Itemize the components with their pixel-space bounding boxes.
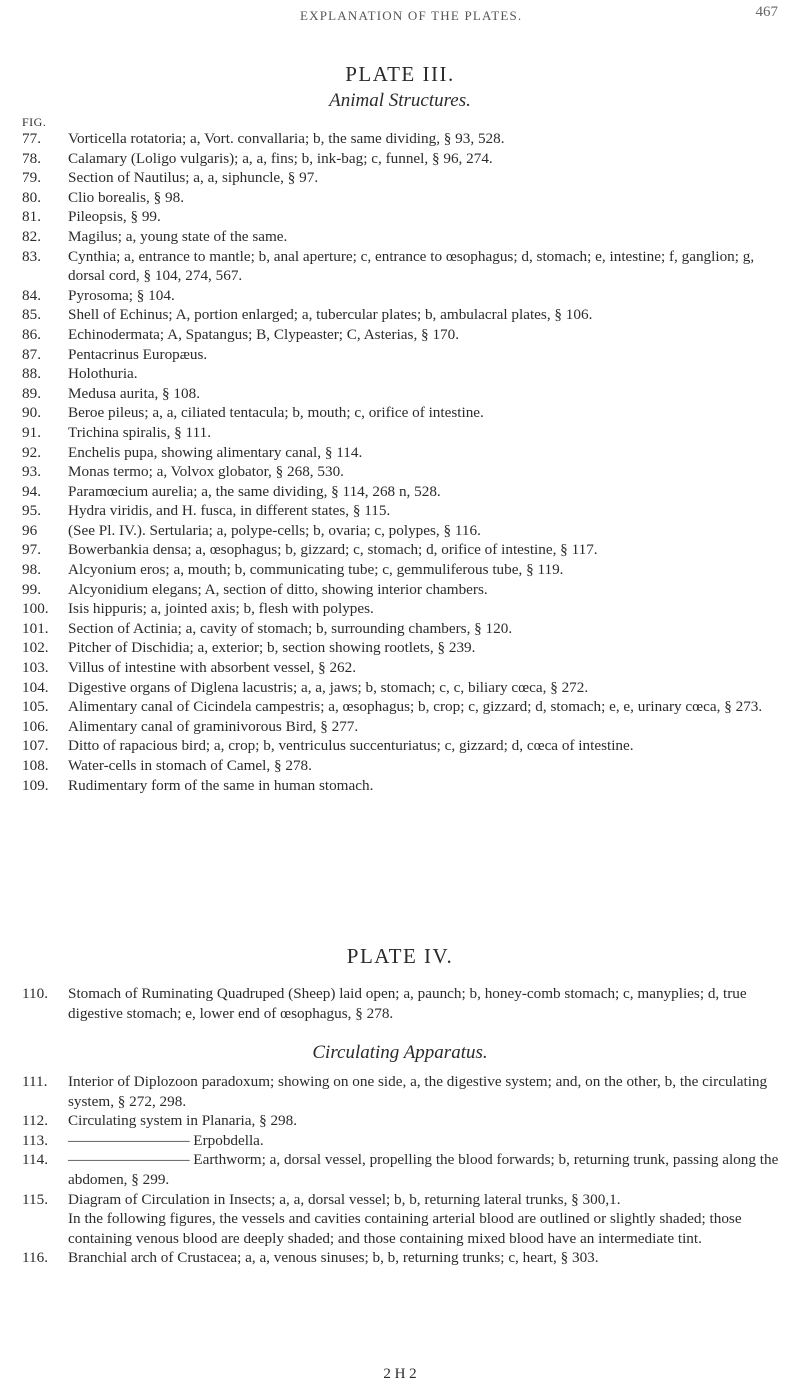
figure-entry	[22, 1072, 782, 1111]
figure-entry	[22, 384, 782, 404]
figure-description: Isis hippuris; a, jointed axis; b, flesh with polypes.	[68, 600, 374, 618]
figure-entry	[22, 580, 782, 600]
figure-description: Cynthia; a, entrance to mantle; b, anal aperture; c, entrance to œsophagus; d, stomach; e, intestine; f, ganglion; g, dorsal cord, § 104, 274, 567.	[68, 247, 755, 285]
figure-description: Water-cells in stomach of Camel, § 278.	[68, 757, 312, 774]
figure-description: Echinodermata; A, Spatangus; B, Clypeaster; C, Asterias, § 170.	[68, 325, 460, 343]
figure-number: 96	[22, 521, 38, 539]
figure-number: 102.	[22, 639, 49, 657]
figure-entry	[22, 168, 782, 188]
figure-entry	[22, 658, 782, 678]
figure-description: Villus of intestine with absorbent vessel, § 262.	[68, 659, 357, 677]
figure-description: Rudimentary form of the same in human stomach.	[68, 776, 374, 794]
figure-description: Medusa aurita, § 108.	[68, 384, 201, 402]
figure-entry	[22, 1131, 782, 1151]
figure-description: Shell of Echinus; A, portion enlarged; a, tubercular plates; b, ambulacral plates, § 106.	[68, 306, 593, 324]
figure-description: ———————— Erpobdella.	[68, 1131, 264, 1149]
fig-column-label: FIG.	[22, 115, 47, 129]
figure-number: 100.	[22, 600, 49, 618]
figure-description: Ditto of rapacious bird; a, crop; b, ventriculus succenturiatus; c, gizzard; d, cœca of intestine.	[68, 737, 634, 755]
figure-number: 111.	[22, 1073, 48, 1090]
figure-entry	[22, 776, 782, 796]
figure-number: 83.	[22, 247, 41, 265]
figure-number: 104.	[22, 678, 49, 696]
figure-number: 101.	[22, 619, 49, 637]
figure-description: Circulating system in Planaria, § 298.	[68, 1112, 298, 1130]
figure-entry	[22, 599, 782, 619]
figure-description: Enchelis pupa, showing alimentary canal, § 114.	[68, 443, 363, 461]
figure-number: 99.	[22, 580, 41, 598]
figure-entry	[22, 129, 782, 149]
figure-number: 105.	[22, 698, 49, 716]
figure-number: 81.	[22, 208, 41, 226]
figure-description: Branchial arch of Crustacea; a, a, venous sinuses; b, b, returning trunks; c, heart, § 303.	[68, 1249, 599, 1267]
figure-description: Magilus; a, young state of the same.	[68, 227, 288, 245]
figure-number: 107.	[22, 737, 49, 755]
figure-entry	[22, 638, 782, 658]
figure-entry	[22, 423, 782, 443]
figure-entry	[22, 247, 782, 286]
figure-number: 114.	[22, 1151, 49, 1169]
figure-entry	[22, 1150, 782, 1189]
figure-number: 110.	[22, 985, 49, 1002]
figure-entry	[22, 717, 782, 737]
figure-description: Pitcher of Dischidia; a, exterior; b, section showing rootlets, § 239.	[68, 639, 476, 657]
figure-entry	[22, 227, 782, 247]
figure-number: 98.	[22, 561, 41, 579]
figure-number: 112.	[22, 1112, 49, 1130]
figure-description: Digestive organs of Diglena lacustris; a, a, jaws; b, stomach; c, c, biliary cœca, § 272.	[68, 678, 589, 696]
plate-iv-figure-list	[22, 1072, 782, 1268]
figure-entry	[22, 501, 782, 521]
figure-description: Pileopsis, § 99.	[68, 208, 161, 226]
figure-entry	[22, 697, 782, 717]
figure-entry	[22, 149, 782, 169]
figure-entry	[22, 678, 782, 698]
figure-entry	[22, 736, 782, 756]
figure-entry	[22, 984, 782, 1023]
plate-iii-figure-list	[22, 129, 782, 795]
figure-number: 103.	[22, 659, 49, 677]
plate-iii-subtitle: Animal Structures.	[329, 90, 471, 111]
figure-description: Vorticella rotatoria; a, Vort. convallaria; b, the same dividing, § 93, 528.	[68, 130, 505, 147]
figure-entry	[22, 1248, 782, 1268]
figure-entry	[22, 286, 782, 306]
figure-number: 97.	[22, 541, 41, 559]
figure-description: Interior of Diplozoon paradoxum; showing on one side, a, the digestive system; and, on the other, b, the circulating system, § 272, 298.	[68, 1073, 768, 1110]
figure-entry	[22, 188, 782, 208]
figure-description: Trichina spiralis, § 111.	[68, 423, 212, 441]
figure-entry	[22, 540, 782, 560]
figure-number: 106.	[22, 717, 49, 735]
figure-number: 77.	[22, 130, 41, 147]
figure-number: 115.	[22, 1190, 49, 1208]
figure-entry	[22, 403, 782, 423]
plate-iv-title: PLATE IV.	[346, 944, 454, 968]
figure-number: 86.	[22, 325, 41, 343]
figure-description: Section of Actinia; a, cavity of stomach; b, surrounding chambers, § 120.	[68, 619, 513, 637]
figure-number: 92.	[22, 443, 41, 461]
figure-number: 94.	[22, 482, 41, 500]
figure-entry	[22, 207, 782, 227]
figure-description: Paramœcium aurelia; a, the same dividing, § 114, 268 n, 528.	[68, 482, 441, 500]
figure-number: 82.	[22, 227, 41, 245]
figure-number: 89.	[22, 384, 41, 402]
page-number: 467	[755, 4, 778, 20]
figure-description: Pyrosoma; § 104.	[68, 286, 175, 304]
figure-description: Calamary (Loligo vulgaris); a, a, fins; b, ink-bag; c, funnel, § 96, 274.	[68, 149, 493, 167]
figure-number: 88.	[22, 365, 41, 383]
figure-number: 113.	[22, 1131, 49, 1149]
figure-number: 116.	[22, 1249, 49, 1267]
figure-description: (See Pl. IV.). Sertularia; a, polype-cells; b, ovaria; c, polypes, § 116.	[68, 521, 481, 539]
figure-description: Alimentary canal of graminivorous Bird, § 277.	[68, 717, 359, 735]
figure-entry	[22, 560, 782, 580]
figure-description: Monas termo; a, Volvox globator, § 268, 530.	[68, 463, 344, 481]
figure-description: Bowerbankia densa; a, œsophagus; b, gizzard; c, stomach; d, orifice of intestine, § 117.	[68, 541, 598, 559]
figure-number: 95.	[22, 502, 41, 520]
figure-description: Section of Nautilus; a, a, siphuncle, § 97.	[68, 169, 319, 187]
figure-number: 90.	[22, 404, 41, 422]
figure-description: Hydra viridis, and H. fusca, in different states, § 115.	[68, 502, 391, 520]
figure-entry	[22, 462, 782, 482]
figure-number: 93.	[22, 463, 41, 481]
figure-entry	[22, 364, 782, 384]
blood-shading-note: In the following figures, the vessels and cavities containing arterial blood are outlined or slightly shaded; those containing venous blood are deeply shaded; and those containing mixed blood have an intermediate tint.	[68, 1210, 742, 1247]
figure-description: Holothuria.	[68, 365, 138, 383]
signature-mark: 2 H 2	[383, 1366, 417, 1382]
figure-number: 78.	[22, 149, 41, 167]
figure-number: 91.	[22, 423, 41, 441]
plate-iv-first-entry	[22, 984, 782, 1023]
figure-entry	[22, 345, 782, 365]
figure-entry	[22, 443, 782, 463]
figure-number: 108.	[22, 757, 49, 774]
figure-description: Alcyonium eros; a, mouth; b, communicating tube; c, gemmuliferous tube, § 119.	[68, 561, 564, 579]
figure-description: Stomach of Ruminating Quadruped (Sheep) laid open; a, paunch; b, honey-comb stomach; c, manyplies; d, true digestive stomach; e, lower end of œsophagus, § 278.	[68, 985, 747, 1022]
figure-entry	[22, 305, 782, 325]
figure-entry	[22, 325, 782, 345]
figure-number: 87.	[22, 345, 41, 363]
figure-description: Pentacrinus Europæus.	[68, 345, 208, 363]
figure-description: Alimentary canal of Cicindela campestris; a, œsophagus; b, crop; c, gizzard; d, stomach; e, e, urinary cœca, § 273.	[68, 698, 763, 716]
figure-entry	[22, 1111, 782, 1131]
figure-number: 109.	[22, 776, 49, 794]
figure-description: Alcyonidium elegans; A, section of ditto, showing interior chambers.	[68, 580, 488, 598]
figure-entry	[22, 619, 782, 639]
figure-entry	[22, 756, 782, 776]
figure-entry	[22, 521, 782, 541]
figure-number: 79.	[22, 169, 41, 187]
figure-number: 80.	[22, 188, 41, 206]
figure-description: ———————— Earthworm; a, dorsal vessel, propelling the blood forwards; b, returning trunk, passing along the abdomen, § 299.	[68, 1151, 779, 1188]
plate-iv-subtitle: Circulating Apparatus.	[312, 1042, 488, 1063]
figure-entry	[22, 1190, 782, 1210]
running-head: EXPLANATION OF THE PLATES.	[300, 8, 523, 23]
figure-description: Diagram of Circulation in Insects; a, a, dorsal vessel; b, b, returning lateral trunks, § 300,1.	[68, 1190, 621, 1208]
figure-description: Clio borealis, § 98.	[68, 188, 185, 206]
figure-description: Beroe pileus; a, a, ciliated tentacula; b, mouth; c, orifice of intestine.	[68, 404, 484, 422]
figure-number: 84.	[22, 286, 41, 304]
figure-number: 85.	[22, 306, 41, 324]
plate-iii-title: PLATE III.	[345, 62, 455, 86]
figure-entry	[22, 482, 782, 502]
